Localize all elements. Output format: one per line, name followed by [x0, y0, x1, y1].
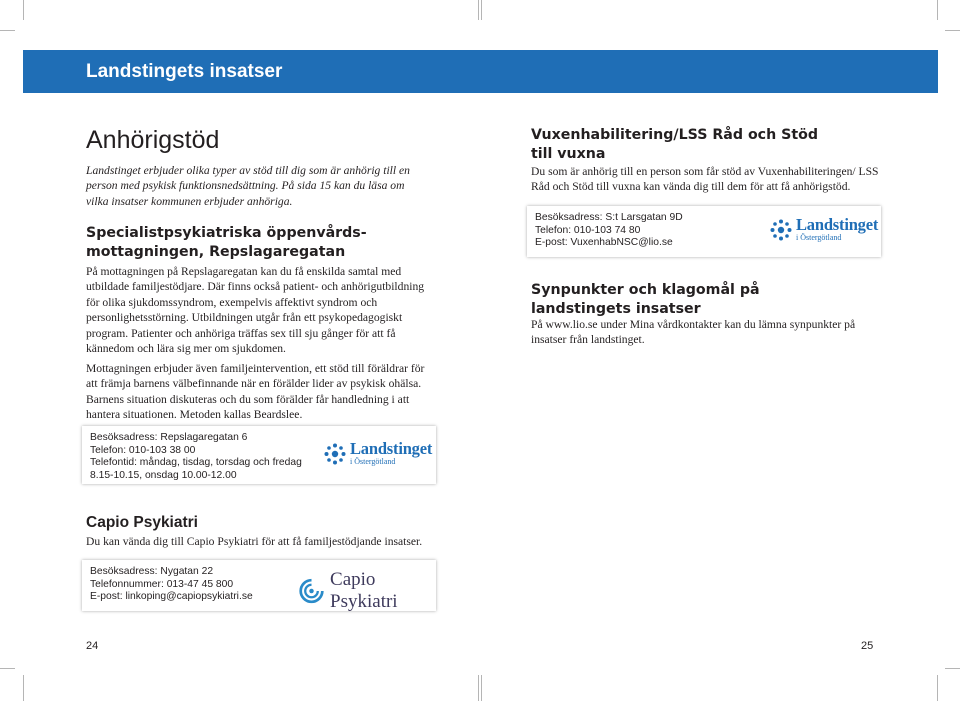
vux-contact-card [527, 206, 881, 257]
specialist-paragraph-1: På mottagningen på Repslagaregatan kan du få enskilda samtal med utbildade familjestödjare. Där finns också patient- och anhörigutbildning för olika sjukdomssyndrom, exempelvis affektivt syndrom och personlighetsstörning. Utbildningen utgår från ett psykopedagogiskt program. Patienter och anhöriga träffas sex till sju gånger för att få kännedom och lära sig mer om sjukdomen. [86, 265, 425, 356]
card-phone: Telefon: 010-103 38 00 [90, 444, 196, 456]
capio-swirl-icon [298, 576, 325, 606]
capio-text: Du kan vända dig till Capio Psykiatri för att få familjestödjande insatser. [86, 535, 423, 548]
crop-mark [937, 675, 938, 701]
crop-mark [23, 675, 24, 701]
card-phone: Telefon: 010-103 74 80 [535, 224, 641, 236]
logo-name: Landstinget [796, 215, 879, 234]
crop-mark [478, 675, 479, 701]
capio-contact-card [82, 560, 436, 611]
logo-sub: i Östergötland [796, 233, 842, 242]
card-address: Besöksadress: Repslagaregatan 6 [90, 432, 248, 443]
crown-icon [323, 442, 347, 466]
crop-mark [23, 0, 24, 20]
card-email: E-post: linkoping@capiopsykiatri.se [90, 591, 253, 603]
logo-sub: i Östergötland [350, 457, 396, 466]
landstinget-logo [769, 217, 878, 242]
card-address: Besöksadress: Nygatan 22 [90, 566, 214, 577]
page-heading: Anhörigstöd [86, 126, 220, 154]
card-address: Besöksadress: S:t Larsgatan 9D [535, 212, 683, 223]
banner-title: Landstingets insatser [86, 61, 283, 82]
synpunkter-text: På www.lio.se under Mina vårdkontakter kan du lämna synpunkter på insatser från landstinget. [531, 318, 856, 347]
crown-icon [769, 218, 793, 242]
crop-mark [481, 0, 482, 20]
card-email: E-post: VuxenhabNSC@lio.se [535, 237, 673, 249]
crop-mark [945, 30, 960, 31]
logo-name: Landstinget [350, 439, 433, 458]
specialist-paragraph-2: Mottagningen erbjuder även familjeintervention, ett stöd till föräldrar för att främja barnens välbefinnande när en förälder lider av psykisk ohälsa. Barnens situation diskuteras och du som förälder får handledning i att hantera situationen. Metoden kallas Beardslee. [86, 362, 425, 422]
card-phone-hours: Telefontid: måndag, tisdag, torsdag och fredag [90, 457, 302, 469]
crop-mark [0, 668, 15, 669]
crop-mark [945, 668, 960, 669]
intro-text: Landstinget erbjuder olika typer av stöd till dig som är anhörig till en person med psykisk funktionsnedsättning. På sida 15 kan du läsa om vilka insatser kommunen erbjuder anhöriga. [86, 164, 410, 208]
capio-logo [298, 569, 436, 613]
capio-heading: Capio Psykiatri [86, 514, 198, 531]
section-banner [23, 50, 938, 93]
specialist-heading: Specialistpsykiatriska öppenvårds- mottagningen, Repslagaregatan [86, 225, 367, 260]
crop-mark [481, 675, 482, 701]
capio-logo-text: Capio Psykiatri [330, 569, 398, 612]
card-phone-hours-cont: 8.15-10.15, onsdag 10.00-12.00 [90, 469, 237, 481]
synpunkter-heading: Synpunkter och klagomål på landstingets insatser [531, 282, 760, 317]
landstinget-logo [323, 441, 432, 466]
page-number-left: 24 [86, 640, 99, 652]
crop-mark [478, 0, 479, 20]
crop-mark [937, 0, 938, 20]
crop-mark [0, 30, 15, 31]
card-phone: Telefonnummer: 013-47 45 800 [90, 578, 234, 590]
vux-heading: Vuxenhabilitering/LSS Råd och Stöd till vuxna [531, 127, 819, 162]
page-number-right: 25 [861, 640, 874, 652]
vux-text: Du som är anhörig till en person som får stöd av Vuxenhabiliteringen/ LSS Råd och Stöd till vuxna kan vända dig till dem för att få anhörigstöd. [531, 165, 879, 194]
repslagaregatan-contact-card [82, 426, 436, 484]
